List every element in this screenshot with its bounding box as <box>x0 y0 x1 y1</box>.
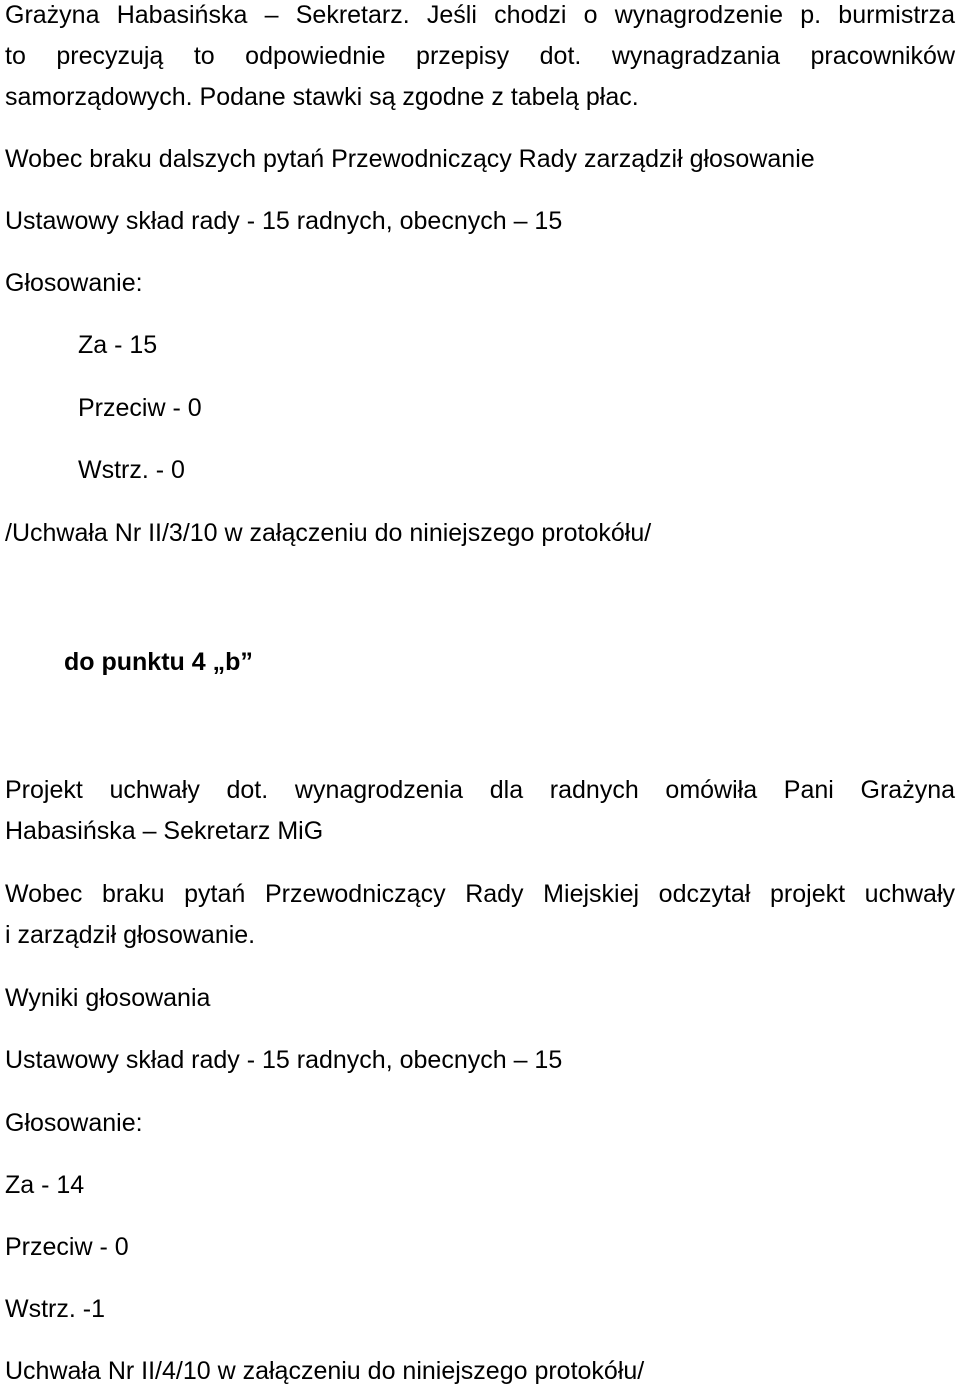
paragraph-line: i zarządził głosowanie. <box>5 921 256 949</box>
votes-abstain: Wstrz. -1 <box>5 1295 105 1323</box>
paragraph-line: samorządowych. Podane stawki są zgodne z tabelą płac. <box>5 83 639 111</box>
resolution-reference: /Uchwała Nr II/3/10 w załączeniu do niniejszego protokółu/ <box>5 519 652 547</box>
paragraph-line: Grażyna Habasińska – Sekretarz. Jeśli chodzi o wynagrodzenie p. burmistrza <box>5 1 955 29</box>
votes-for: Za - 14 <box>5 1171 85 1199</box>
paragraph-line: to precyzują to odpowiednie przepisy dot. wynagradzania pracowników <box>5 42 955 70</box>
voting-label: Głosowanie: <box>5 1109 143 1137</box>
resolution-reference: Uchwała Nr II/4/10 w załączeniu do niniejszego protokółu/ <box>5 1357 645 1385</box>
paragraph-line: Projekt uchwały dot. wynagrodzenia dla radnych omówiła Pani Grażyna <box>5 776 955 804</box>
votes-for: Za - 15 <box>78 331 158 359</box>
voting-results-label: Wyniki głosowania <box>5 984 211 1012</box>
votes-abstain: Wstrz. - 0 <box>78 456 185 484</box>
paragraph-line: Habasińska – Sekretarz MiG <box>5 817 324 845</box>
voting-label: Głosowanie: <box>5 269 143 297</box>
paragraph-line: Wobec braku dalszych pytań Przewodniczący Rady zarządził głosowanie <box>5 145 815 173</box>
votes-against: Przeciw - 0 <box>78 394 202 422</box>
council-composition: Ustawowy skład rady - 15 radnych, obecnych – 15 <box>5 207 563 235</box>
section-heading: do punktu 4 „b” <box>64 648 253 676</box>
council-composition: Ustawowy skład rady - 15 radnych, obecnych – 15 <box>5 1046 563 1074</box>
votes-against: Przeciw - 0 <box>5 1233 129 1261</box>
paragraph-line: Wobec braku pytań Przewodniczący Rady Miejskiej odczytał projekt uchwały <box>5 880 955 908</box>
